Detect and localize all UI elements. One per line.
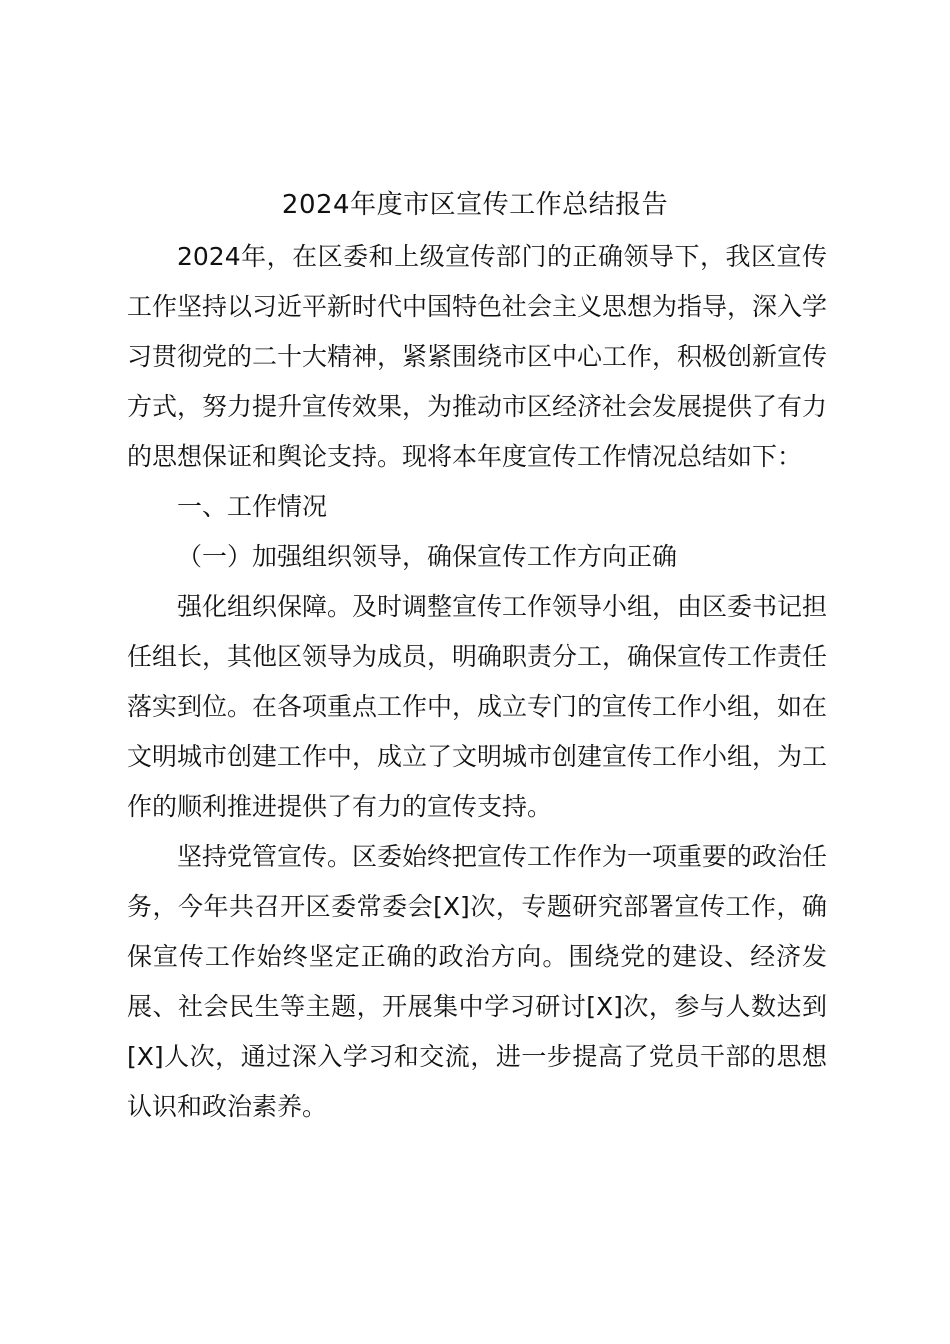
section-heading: 一、工作情况: [177, 492, 328, 521]
intro-paragraph: 2024年，在区委和上级宣传部门的正确领导下，我区宣传工作坚持以习近平新时代中国特色社会主义思想为指导，深入学习贯彻党的二十大精神，紧紧围绕市区中心工作，积极创新宣传方式，努力提升宣传效果，为推动市区经济社会发展提供了有力的思想保证和舆论支持。现将本年度宣传工作情况总结如下：: [127, 242, 828, 471]
body-paragraph: 坚持党管宣传。区委始终把宣传工作作为一项重要的政治任务，今年共召开区委常委会[X]次，专题研究部署宣传工作，确保宣传工作始终坚定正确的政治方向。围绕党的建设、经济发展、社会民生等主题，开展集中学习研讨[X]次，参与人数达到[X]人次，通过深入学习和交流，进一步提高了党员干部的思想认识和政治素养。: [127, 842, 828, 1121]
body-paragraph: 强化组织保障。及时调整宣传工作领导小组，由区委书记担任组长，其他区领导为成员，明确职责分工，确保宣传工作责任落实到位。在各项重点工作中，成立专门的宣传工作小组，如在文明城市创建工作中，成立了文明城市创建宣传工作小组，为工作的顺利推进提供了有力的宣传支持。: [127, 592, 828, 821]
subsection-heading: （一）加强组织领导，确保宣传工作方向正确: [177, 542, 678, 571]
document-body: [127, 232, 827, 1132]
document-title: 2024年度市区宣传工作总结报告: [281, 190, 669, 220]
